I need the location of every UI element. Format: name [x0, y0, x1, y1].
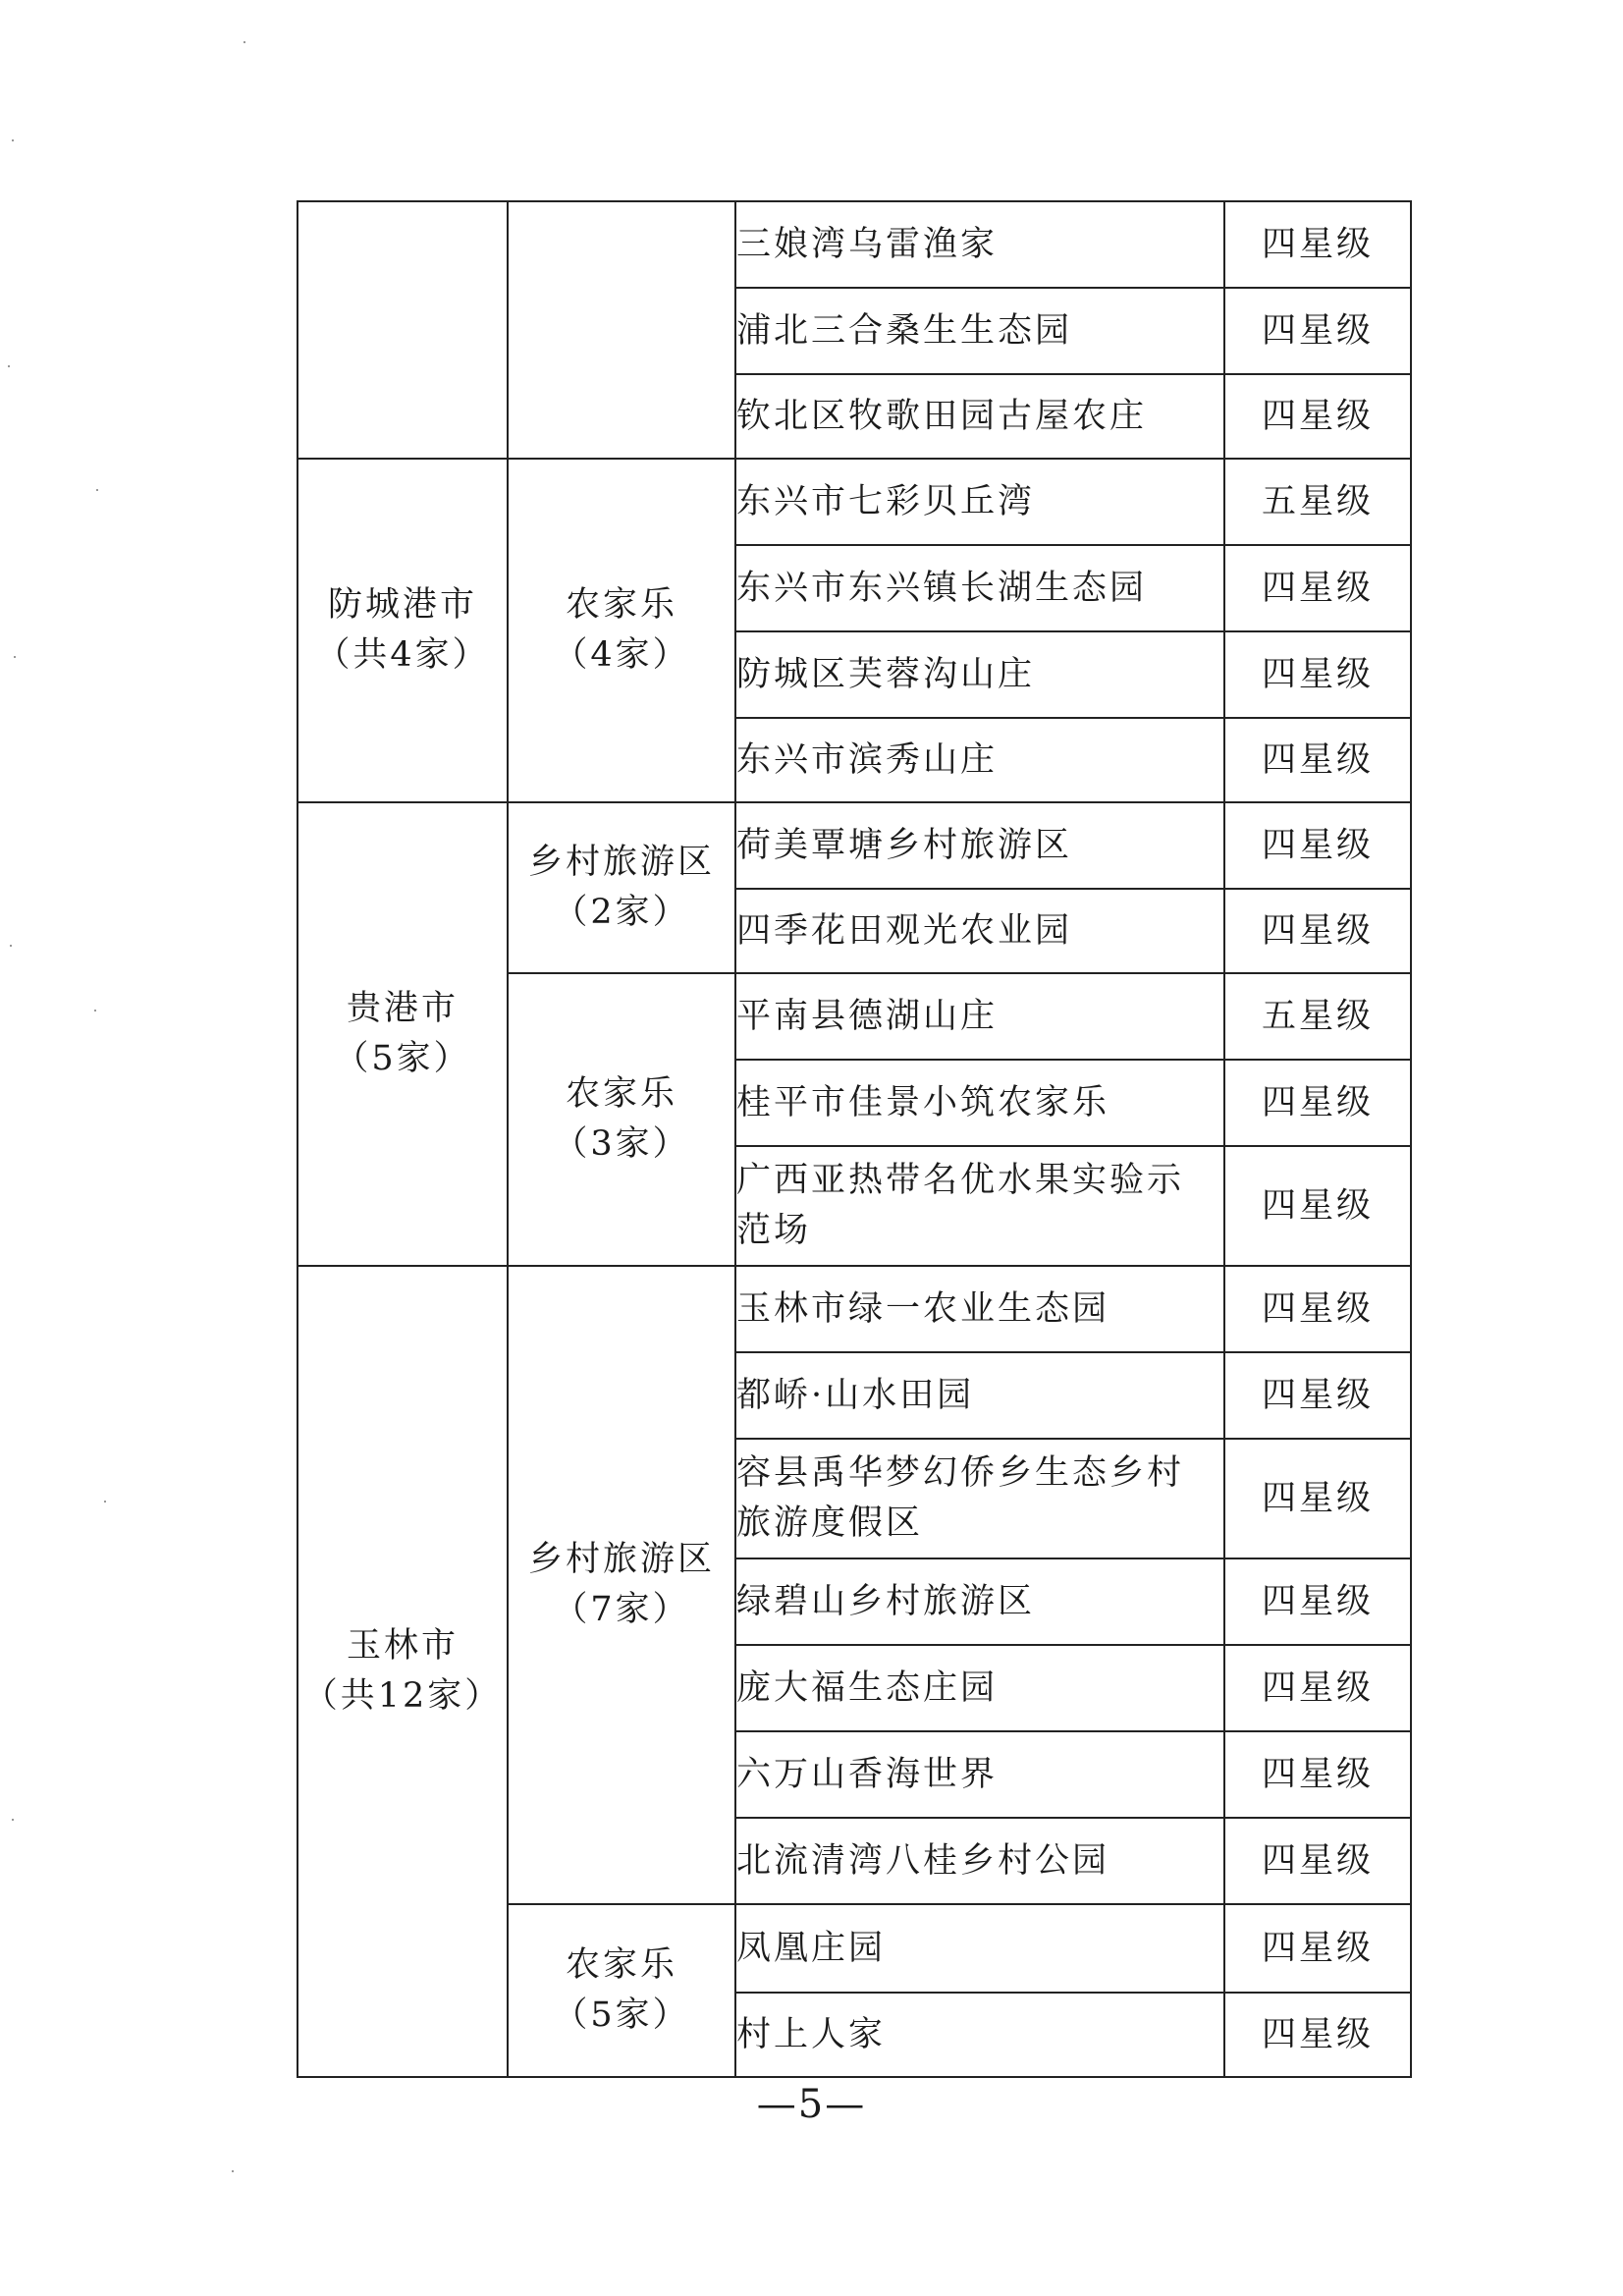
- category-cell: [508, 973, 735, 1266]
- venue-name: 东兴市七彩贝丘湾: [736, 481, 1036, 521]
- venue-name: 钦北区牧歌田园古屋农庄: [736, 396, 1148, 436]
- scan-speck: [96, 489, 98, 491]
- venue-name-cell: [735, 1266, 1224, 1352]
- star-rating: 四星级: [1224, 1439, 1411, 1558]
- star-rating: 四星级: [1224, 1558, 1411, 1645]
- venue-name-cell: [735, 374, 1224, 459]
- venue-name-cell: [735, 889, 1224, 973]
- venue-name-cell: [735, 973, 1224, 1060]
- category-cell: [508, 1266, 735, 1904]
- venue-name-cell: [735, 459, 1224, 545]
- category-name: 农家乐: [565, 585, 677, 626]
- venue-name: 四季花田观光农业园: [736, 910, 1073, 951]
- city-cell: [298, 459, 508, 802]
- scan-speck: [232, 2170, 234, 2172]
- category-cell: [508, 802, 735, 973]
- venue-name-continued: 旅游度假区: [736, 1503, 924, 1543]
- star-rating: 四星级: [1224, 1904, 1411, 1993]
- venue-name: 玉林市绿一农业生态园: [736, 1288, 1110, 1329]
- venue-name: 三娘湾乌雷渔家: [736, 224, 999, 264]
- star-rating: 四星级: [1224, 1818, 1411, 1904]
- venue-name: 六万山香海世界: [736, 1754, 999, 1794]
- venue-name: 桂平市佳景小筑农家乐: [736, 1082, 1110, 1122]
- table-row: [298, 201, 1411, 288]
- venue-name: 庞大福生态庄园: [736, 1667, 999, 1708]
- star-rating: 四星级: [1224, 718, 1411, 802]
- category-name: 乡村旅游区: [527, 1540, 715, 1580]
- category-cell: [508, 1904, 735, 2077]
- category-count: （5家）: [553, 1995, 690, 2035]
- table-row: [298, 459, 1411, 545]
- city-name: 贵港市: [346, 989, 459, 1029]
- category-cell: [508, 459, 735, 802]
- city-name: 玉林市: [346, 1626, 459, 1667]
- venue-name-cell: [735, 1352, 1224, 1439]
- venue-name-cell: [735, 802, 1224, 889]
- table-row: [298, 1266, 1411, 1352]
- city-cell: [298, 1266, 508, 2077]
- venue-name: 容县禹华梦幻侨乡生态乡村: [736, 1453, 1185, 1494]
- venue-name-cell: [735, 1645, 1224, 1731]
- city-count: （5家）: [334, 1039, 471, 1078]
- star-rating: 四星级: [1224, 1060, 1411, 1146]
- venue-name-cell: [735, 1558, 1224, 1645]
- tourism-ratings-table: [297, 200, 1412, 2078]
- venue-name: 防城区芙蓉沟山庄: [736, 654, 1036, 694]
- scan-speck: [8, 365, 10, 367]
- venue-name-cell: [735, 288, 1224, 374]
- star-rating: 四星级: [1224, 1146, 1411, 1266]
- category-count: （7家）: [553, 1590, 690, 1629]
- scan-speck: [104, 1501, 106, 1503]
- star-rating: 四星级: [1224, 1731, 1411, 1818]
- venue-name: 广西亚热带名优水果实验示: [736, 1161, 1185, 1201]
- scan-speck: [14, 656, 16, 658]
- scan-speck: [94, 1010, 96, 1011]
- category-count: （2家）: [553, 893, 690, 932]
- venue-name: 东兴市东兴镇长湖生态园: [736, 568, 1148, 608]
- venue-name-cell: [735, 1818, 1224, 1904]
- city-cell: [298, 802, 508, 1266]
- star-rating: 四星级: [1224, 631, 1411, 718]
- venue-name: 都峤·山水田园: [736, 1375, 975, 1415]
- category-name: 农家乐: [565, 1074, 677, 1115]
- venue-name: 东兴市滨秀山庄: [736, 739, 999, 780]
- scan-speck: [243, 41, 245, 43]
- star-rating: 四星级: [1224, 1993, 1411, 2077]
- venue-name-cell: [735, 545, 1224, 631]
- venue-name: 北流清湾八桂乡村公园: [736, 1840, 1110, 1881]
- star-rating: 五星级: [1224, 973, 1411, 1060]
- category-count: （4家）: [553, 635, 690, 675]
- venue-name-continued: 范场: [736, 1211, 812, 1250]
- venue-name: 村上人家: [736, 2014, 887, 2054]
- star-rating: 四星级: [1224, 1352, 1411, 1439]
- category-count: （3家）: [553, 1124, 690, 1164]
- scan-speck: [12, 139, 14, 141]
- venue-name-cell: [735, 631, 1224, 718]
- star-rating: 四星级: [1224, 802, 1411, 889]
- scan-speck: [12, 1819, 14, 1821]
- venue-name-cell: [735, 1060, 1224, 1146]
- star-rating: 四星级: [1224, 374, 1411, 459]
- page-number: —5—: [756, 2082, 867, 2127]
- venue-name-cell: [735, 718, 1224, 802]
- star-rating: 四星级: [1224, 1266, 1411, 1352]
- venue-name: 凤凰庄园: [736, 1928, 887, 1968]
- star-rating: 四星级: [1224, 288, 1411, 374]
- venue-name-cell: [735, 201, 1224, 288]
- venue-name: 平南县德湖山庄: [736, 996, 999, 1036]
- star-rating: 四星级: [1224, 545, 1411, 631]
- star-rating: 五星级: [1224, 459, 1411, 545]
- star-rating: 四星级: [1224, 889, 1411, 973]
- table-row: [298, 802, 1411, 889]
- venue-name-cell: [735, 1731, 1224, 1818]
- category-name: 农家乐: [565, 1945, 677, 1986]
- venue-name: 浦北三合桑生生态园: [736, 310, 1073, 351]
- star-rating: 四星级: [1224, 201, 1411, 288]
- venue-name: 绿碧山乡村旅游区: [736, 1581, 1036, 1621]
- venue-name-cell: [735, 1904, 1224, 1993]
- star-rating: 四星级: [1224, 1645, 1411, 1731]
- scan-speck: [10, 945, 12, 947]
- venue-name-cell: [735, 1993, 1224, 2077]
- venue-name-cell: [735, 1439, 1224, 1558]
- category-name: 乡村旅游区: [527, 843, 715, 883]
- category-cell: [508, 201, 735, 459]
- city-count: （共12家）: [302, 1676, 503, 1716]
- venue-name-cell: [735, 1146, 1224, 1266]
- city-count: （共4家）: [315, 635, 490, 675]
- city-name: 防城港市: [327, 585, 477, 626]
- venue-name: 荷美覃塘乡村旅游区: [736, 825, 1073, 865]
- city-cell: [298, 201, 508, 459]
